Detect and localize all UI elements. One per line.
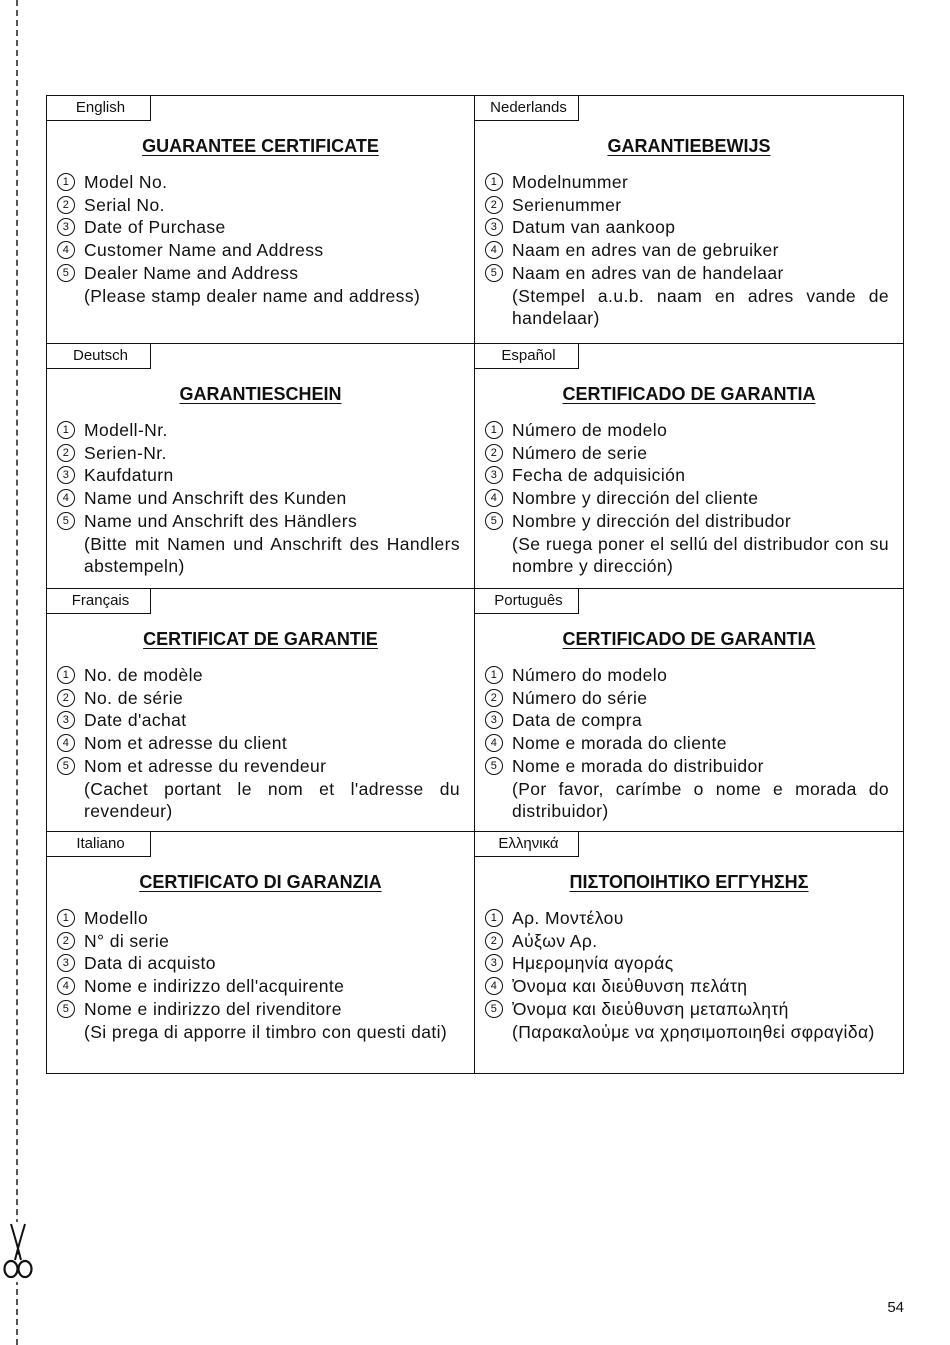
field-item <box>485 442 889 465</box>
circled-number: 3 <box>485 711 503 729</box>
field-label: Número do série <box>512 687 648 708</box>
circled-number: 1 <box>57 909 75 927</box>
field-list <box>475 419 903 533</box>
field-item <box>57 419 460 442</box>
field-label: Αὐξων Αρ. <box>512 930 598 951</box>
field-item <box>57 907 460 930</box>
field-label: Data di acquisto <box>84 953 216 974</box>
field-label: Datum van aankoop <box>512 217 676 238</box>
field-item <box>57 755 460 778</box>
field-item <box>57 510 460 533</box>
certificate-title: CERTIFICADO DE GARANTIA <box>562 629 816 649</box>
field-list <box>47 171 474 285</box>
field-item <box>57 952 460 975</box>
circled-number: 5 <box>57 1000 75 1018</box>
section-espanol <box>475 344 903 589</box>
field-label: No. de série <box>84 687 184 708</box>
circled-number: 1 <box>57 666 75 684</box>
certificate-title: CERTIFICAT DE GARANTIE <box>143 629 378 649</box>
circled-number: 5 <box>57 512 75 530</box>
stamp-note: (Stempel a.u.b. naam en adres vande de handelaar) <box>512 285 889 329</box>
circled-number: 2 <box>485 932 503 950</box>
certificate-title: GUARANTEE CERTIFICATE <box>142 136 379 156</box>
field-label: No. de modèle <box>84 665 204 685</box>
circled-number: 1 <box>485 909 503 927</box>
field-item <box>485 194 889 217</box>
section-english <box>47 96 475 344</box>
field-label: Naam en adres van de handelaar <box>512 262 784 283</box>
section-portugues <box>475 589 903 832</box>
language-label: Español <box>475 344 579 369</box>
field-label: Número de serie <box>512 442 648 463</box>
field-list <box>475 171 903 285</box>
field-label: Nom et adresse du client <box>84 733 288 754</box>
section-ellinika <box>475 832 903 1073</box>
field-label: Número de modelo <box>512 420 668 440</box>
language-label: Ελληνικά <box>475 832 579 857</box>
stamp-note: (Cachet portant le nom et l'adresse du revendeur) <box>84 778 460 822</box>
stamp-note: (Bitte mit Namen und Anschrift des Handlers abstempeln) <box>84 533 460 577</box>
field-item <box>485 419 889 442</box>
field-item <box>57 464 460 487</box>
certificate-title: GARANTIESCHEIN <box>179 384 342 404</box>
field-label: Nome e morada do distribuidor <box>512 755 764 776</box>
field-label: Customer Name and Address <box>84 240 324 261</box>
field-list <box>475 907 903 1021</box>
field-item <box>57 171 460 194</box>
field-item <box>485 952 889 975</box>
circled-number: 1 <box>57 421 75 439</box>
field-list <box>47 907 474 1021</box>
certificate-title: GARANTIEBEWIJS <box>607 136 771 156</box>
circled-number: 3 <box>485 218 503 236</box>
circled-number: 2 <box>485 444 503 462</box>
certificate-title: ΠΙΣΤΟΠΟΙΗΤΙΚΟ ΕΓΓΥΗΣΗΣ <box>569 872 809 892</box>
field-list <box>47 664 474 778</box>
field-item <box>485 907 889 930</box>
circled-number: 3 <box>485 954 503 972</box>
field-item <box>485 975 889 998</box>
field-label: Modelnummer <box>512 172 629 192</box>
field-item <box>57 975 460 998</box>
field-label: Date of Purchase <box>84 217 226 238</box>
field-label: Fecha de adquisición <box>512 465 686 486</box>
field-item <box>485 687 889 710</box>
field-item <box>485 239 889 262</box>
field-label: Nombre y dirección del distribudor <box>512 510 792 531</box>
circled-number: 4 <box>57 489 75 507</box>
field-list <box>475 664 903 778</box>
circled-number: 4 <box>485 734 503 752</box>
field-label: Name und Anschrift des Händlers <box>84 510 358 531</box>
field-item <box>57 664 460 687</box>
field-label: Data de compra <box>512 710 643 731</box>
field-item <box>485 171 889 194</box>
circled-number: 4 <box>485 977 503 995</box>
circled-number: 4 <box>57 734 75 752</box>
circled-number: 2 <box>57 689 75 707</box>
language-label: Nederlands <box>475 96 579 121</box>
field-label: Modello <box>84 908 149 928</box>
field-item <box>485 755 889 778</box>
stamp-note: (Παρακαλοὐμε να χρησιμοποιηθεἱ σφραγἱδα) <box>512 1021 875 1042</box>
field-label: Nome e indirizzo del rivenditore <box>84 998 342 1019</box>
field-label: Naam en adres van de gebruiker <box>512 240 779 261</box>
field-label: Nome e indirizzo dell'acquirente <box>84 976 345 997</box>
circled-number: 2 <box>57 196 75 214</box>
field-label: Ὀνομα και διεὐθυνση μεταπωλητή <box>512 998 789 1019</box>
field-label: Ημερομηνία αγοράς <box>512 953 674 974</box>
field-item <box>485 487 889 510</box>
page-number: 54 <box>887 1299 904 1316</box>
field-label: Serial No. <box>84 194 165 215</box>
field-item <box>57 732 460 755</box>
section-deutsch <box>47 344 475 589</box>
field-item <box>57 930 460 953</box>
field-item <box>485 262 889 285</box>
circled-number: 2 <box>485 689 503 707</box>
field-item <box>57 687 460 710</box>
circled-number: 3 <box>485 466 503 484</box>
circled-number: 3 <box>57 954 75 972</box>
field-label: Date d'achat <box>84 710 187 731</box>
field-item <box>485 216 889 239</box>
field-item <box>57 262 460 285</box>
field-label: Número do modelo <box>512 665 668 685</box>
field-item <box>485 464 889 487</box>
circled-number: 1 <box>485 421 503 439</box>
circled-number: 4 <box>57 977 75 995</box>
field-item <box>57 709 460 732</box>
circled-number: 2 <box>485 196 503 214</box>
field-item <box>57 442 460 465</box>
field-label: N° di serie <box>84 930 170 951</box>
circled-number: 5 <box>485 757 503 775</box>
language-label: Français <box>47 589 151 614</box>
field-item <box>485 998 889 1021</box>
cut-line <box>16 0 18 1345</box>
field-item <box>485 510 889 533</box>
circled-number: 5 <box>57 757 75 775</box>
certificate-grid <box>46 95 904 1074</box>
section-francais <box>47 589 475 832</box>
field-label: Nombre y dirección del cliente <box>512 488 759 509</box>
field-label: Nome e morada do cliente <box>512 733 727 754</box>
language-label: Deutsch <box>47 344 151 369</box>
language-label: Italiano <box>47 832 151 857</box>
language-label: Português <box>475 589 579 614</box>
circled-number: 3 <box>57 466 75 484</box>
section-nederlands <box>475 96 903 344</box>
field-label: Dealer Name and Address <box>84 262 299 283</box>
field-item <box>57 239 460 262</box>
field-list <box>47 419 474 533</box>
circled-number: 5 <box>57 264 75 282</box>
circled-number: 4 <box>485 241 503 259</box>
field-label: Model No. <box>84 172 168 192</box>
certificate-title: CERTIFICATO DI GARANZIA <box>139 872 382 892</box>
field-item <box>485 930 889 953</box>
field-label: Serienummer <box>512 194 622 215</box>
field-item <box>485 664 889 687</box>
scissors-icon <box>2 1222 34 1282</box>
stamp-note: (Si prega di apporre il timbro con questi dati) <box>84 1021 448 1042</box>
circled-number: 4 <box>57 241 75 259</box>
circled-number: 3 <box>57 711 75 729</box>
stamp-note: (Por favor, carímbe o nome e morada do distribuidor) <box>512 778 889 822</box>
circled-number: 4 <box>485 489 503 507</box>
circled-number: 1 <box>485 173 503 191</box>
field-item <box>485 732 889 755</box>
field-label: Αρ. Μοντέλου <box>512 908 624 928</box>
field-label: Ὀνομα και διεὐθυνση πελάτη <box>512 976 748 997</box>
field-item <box>57 998 460 1021</box>
field-label: Modell-Nr. <box>84 420 168 440</box>
certificate-title: CERTIFICADO DE GARANTIA <box>562 384 816 404</box>
circled-number: 5 <box>485 264 503 282</box>
field-label: Kaufdaturn <box>84 465 174 486</box>
field-item <box>57 216 460 239</box>
circled-number: 1 <box>485 666 503 684</box>
language-label: English <box>47 96 151 121</box>
circled-number: 5 <box>485 512 503 530</box>
circled-number: 2 <box>57 444 75 462</box>
field-label: Serien-Nr. <box>84 442 167 463</box>
field-label: Name und Anschrift des Kunden <box>84 488 347 509</box>
stamp-note: (Se ruega poner el sellú del distribudor con su nombre y dirección) <box>512 533 889 577</box>
circled-number: 5 <box>485 1000 503 1018</box>
circled-number: 2 <box>57 932 75 950</box>
field-item <box>485 709 889 732</box>
field-label: Nom et adresse du revendeur <box>84 755 327 776</box>
field-item <box>57 487 460 510</box>
stamp-note: (Please stamp dealer name and address) <box>84 285 421 306</box>
field-item <box>57 194 460 217</box>
section-italiano <box>47 832 475 1073</box>
circled-number: 3 <box>57 218 75 236</box>
circled-number: 1 <box>57 173 75 191</box>
